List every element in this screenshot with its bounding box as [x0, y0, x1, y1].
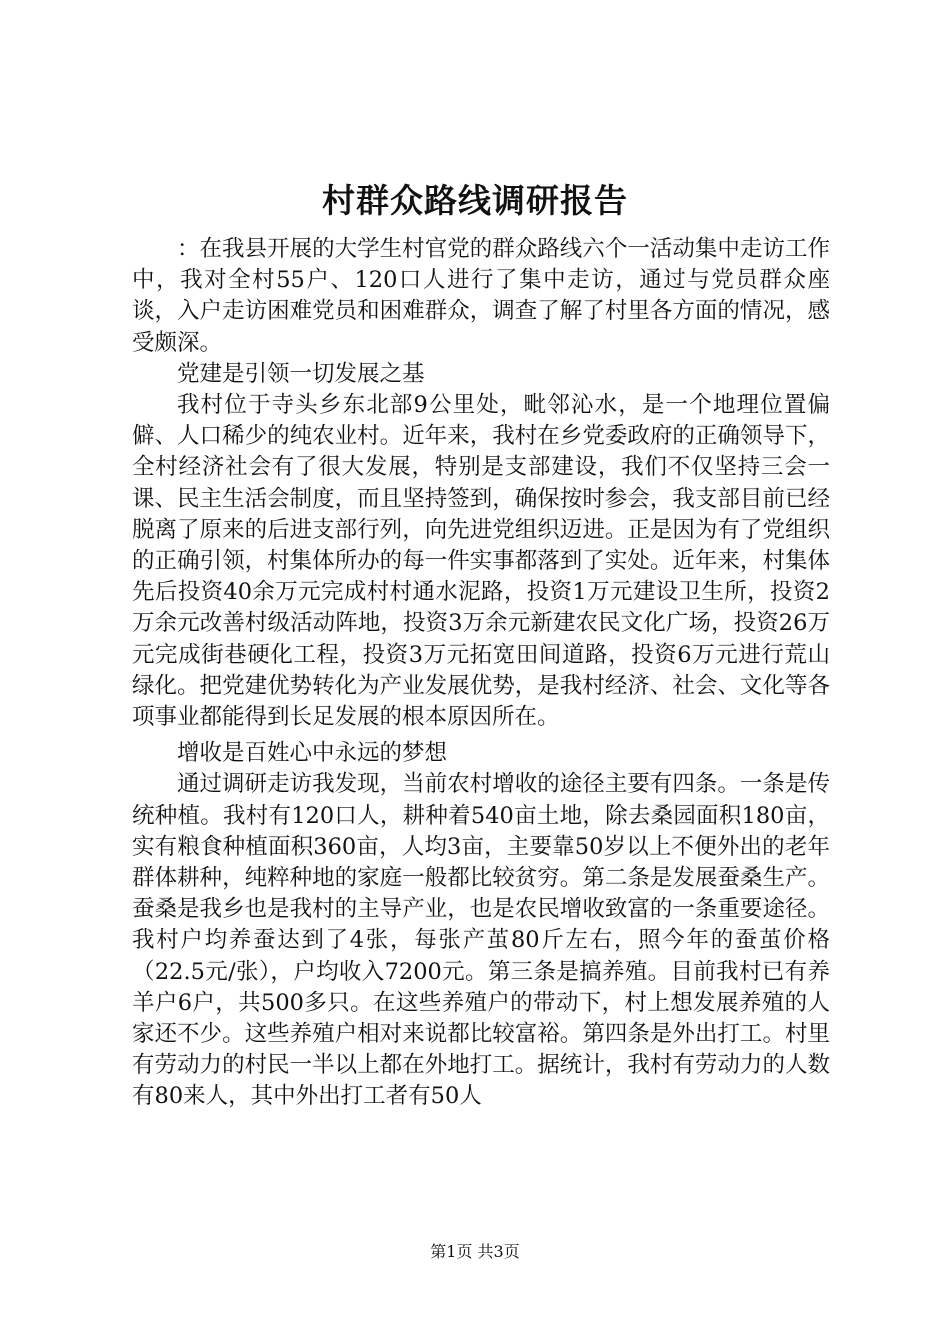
party-building-paragraph: 我村位于寺头乡东北部9公里处，毗邻沁水，是一个地理位置偏僻、人口稀少的纯农业村。近年来，我村在乡党委政府的正确领导下，全村经济社会有了很大发展，特别是支部建设，我们不仅坚持三会一课、民主生活会制度，而且坚持签到，确保按时参会，我支部目前已经脱离了原来的后进支部行列，向先进党组织迈进。正是因为有了党组织的正确引领，村集体所办的每一件实事都落到了实处。近年来，村集体先后投资40余万元完成村村通水泥路，投资1万元建设卫生所，投资2万余元改善村级活动阵地，投资3万余元新建农民文化广场，投资26万元完成街巷硬化工程，投资3万元拓宽田间道路，投资6万元进行荒山绿化。把党建优势转化为产业发展优势，是我村经济、社会、文化等各项事业都能得到长足发展的根本原因所在。 [132, 392, 830, 731]
income-paragraph: 通过调研走访我发现，当前农村增收的途径主要有四条。一条是传统种植。我村有120口人，耕种着540亩土地，除去桑园面积180亩，实有粮食种植面积360亩，人均3亩，主要靠50岁以上不便外出的老年群体耕种，纯粹种地的家庭一般都比较贫穷。第二条是发展蚕桑生产。蚕桑是我乡也是我村的主导产业，也是农民增收致富的一条重要途径。我村户均养蚕达到了4张，每张产茧80斤左右，照今年的蚕茧价格（22.5元/张），户均收入7200元。第三条是搞养殖。目前我村已有养羊户6户，共500多只。在这些养殖户的带动下，村上想发展养殖的人家还不少。这些养殖户相对来说都比较富裕。第四条是外出打工。村里有劳动力的村民一半以上都在外地打工。据统计，我村有劳动力的人数有80来人，其中外出打工者有50人 [132, 771, 830, 1110]
intro-paragraph: ：在我县开展的大学生村官党的群众路线六个一活动集中走访工作中，我对全村55户、120口人进行了集中走访，通过与党员群众座谈，入户走访困难党员和困难群众，调查了解了村里各方面的情况，感受颇深。 [132, 236, 830, 356]
section-heading-party-building: 党建是引领一切发展之基 [177, 360, 425, 387]
document-title: 村群众路线调研报告 [322, 181, 628, 220]
document-body [132, 234, 830, 1113]
section-heading-income: 增收是百姓心中永远的梦想 [177, 740, 448, 767]
page-footer: 第1页 共3页 [430, 1242, 520, 1261]
